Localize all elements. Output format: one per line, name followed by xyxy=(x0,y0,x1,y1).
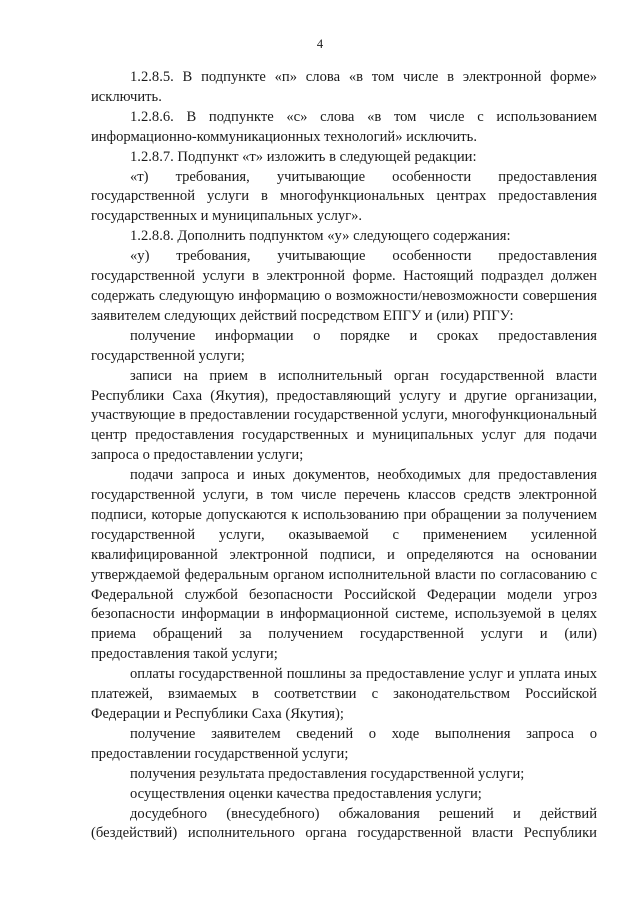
page-number: 4 xyxy=(316,37,324,51)
paragraph-1-2-8-6: 1.2.8.6. В подпункте «с» слова «в том числе с использованием информационно-коммуникационных технологий» исключить. xyxy=(91,108,597,145)
paragraph-subitem-t: «т) требования, учитывающие особенности предоставления государственной услуги в многофункциональных центрах предоставления государственных и муниципальных услуг». xyxy=(91,168,597,225)
list-item-quality-evaluation: осуществления оценки качества предоставления услуги; xyxy=(130,785,482,802)
list-item-result: получения результата предоставления государственной услуги; xyxy=(130,765,525,782)
list-item-request-submission: подачи запроса и иных документов, необходимых для предоставления государственной услуги, в том числе перечень классов средств электронной подписи, которые допускаются к использованию при обращении за получением государственной услуги, оказываемой с применением усиленной квалифицированной электронной подписи, и определяются на основании утверждаемой федеральным органом исполнительной власти по согласованию с Федеральной службой безопасности Российской Федерации модели угроз безопасности информации в информационной системе, используемой в целях приема обращений за получением государственной услуги и (или) предоставления такой услуги; xyxy=(91,467,597,663)
paragraph-1-2-8-7: 1.2.8.7. Подпункт «т» изложить в следующей редакции: xyxy=(130,148,477,165)
list-item-status: получение заявителем сведений о ходе выполнения запроса о предоставлении государственной услуги; xyxy=(91,725,597,762)
paragraph-1-2-8-8: 1.2.8.8. Дополнить подпунктом «у» следующего содержания: xyxy=(130,228,511,245)
paragraph-1-2-8-5: 1.2.8.5. В подпункте «п» слова «в том числе в электронной форме» исключить. xyxy=(91,69,597,105)
list-item-appeal: досудебного (внесудебного) обжалования решений и действий (бездействий) исполнительного органа государственной власти Республики xyxy=(91,805,597,842)
document-body xyxy=(91,68,597,844)
paragraph-subitem-u: «у) требования, учитывающие особенности предоставления государственной услуги в электронной форме. Настоящий подраздел должен содержать следующую информацию о возможности/невозможности совершения заявителем следующих действий посредством ЕПГУ и (или) РПГУ: xyxy=(91,248,597,324)
list-item-payment: оплаты государственной пошлины за предоставление услуг и уплата иных платежей, взимаемых в соответствии с законодательством Российской Федерации и Республики Саха (Якутия); xyxy=(91,666,597,722)
list-item-appointment: записи на прием в исполнительный орган государственной власти Республики Саха (Якутия), предоставляющий услугу и другие организации, участвующие в предоставлении государственной услуги, многофункциональный центр предоставления государственных и муниципальных услуг для подачи запроса о предоставлении услуги; xyxy=(91,367,597,464)
list-item-information: получение информации о порядке и сроках предоставления государственной услуги; xyxy=(91,327,597,364)
